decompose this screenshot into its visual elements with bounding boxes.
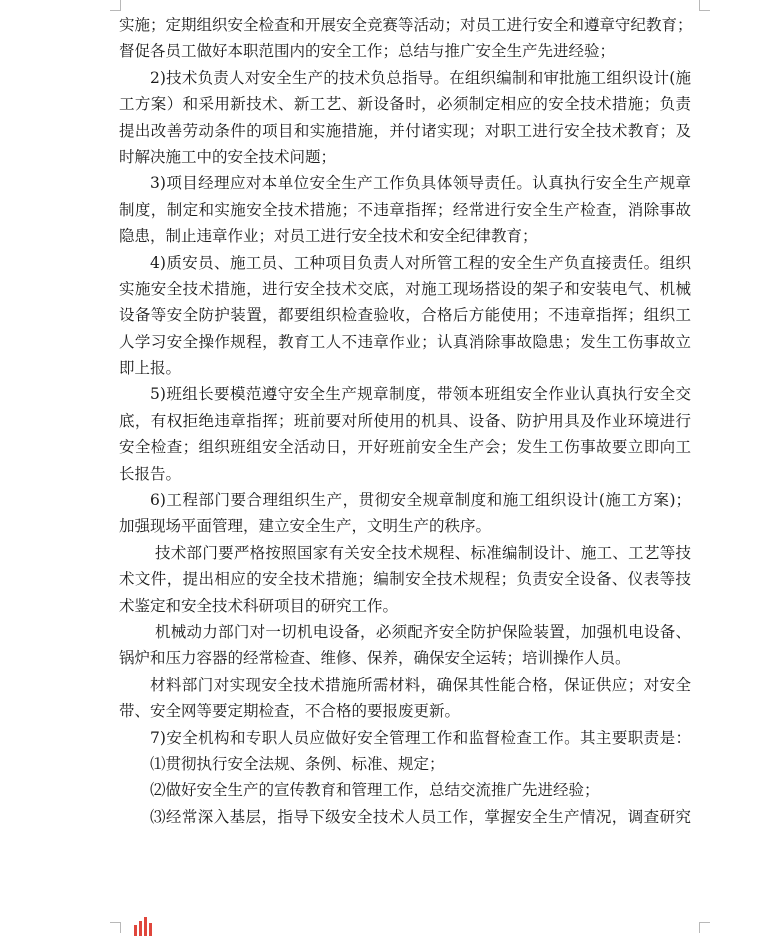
text-line: 即上报。 (119, 359, 182, 378)
text-line: ⑴贯彻执行安全法规、条例、标准、规定； (150, 754, 445, 773)
text-line: 制度，制定和实施安全技术措施；不违章指挥；经常进行安全生产检查，消除事故 (119, 200, 691, 219)
text-line: 安全检查；组织班组安全活动日，开好班前安全生产会；发生工伤事故要立即向工 (119, 438, 691, 457)
text-line: ⑵做好安全生产的宣传教育和管理工作，总结交流推广先进经验； (150, 781, 600, 800)
text-line: 2)技术负责人对安全生产的技术负总指导。在组织编制和审批施工组织设计(施 (150, 68, 691, 87)
text-line: 长报告。 (119, 464, 182, 483)
text-line: 隐患，制止违章作业；对员工进行安全技术和安全纪律教育； (119, 227, 538, 246)
text-line: 加强现场平面管理，建立安全生产，文明生产的秩序。 (119, 517, 492, 536)
text-line: 材料部门对实现安全技术措施所需材料，确保其性能合格，保证供应；对安全 (150, 675, 691, 694)
crop-mark-bottom-left (110, 922, 121, 933)
text-line: 督促各员工做好本职范围内的安全工作；总结与推广安全生产先进经验； (119, 42, 616, 61)
text-line: 3)项目经理应对本单位安全生产工作负具体领导责任。认真执行安全生产规章 (150, 174, 691, 193)
text-line: 技术部门要严格按照国家有关安全技术规程、标准编制设计、施工、工艺等技 (155, 543, 691, 562)
text-line: 术鉴定和安全技术科研项目的研究工作。 (119, 596, 399, 615)
text-line: 提出改善劳动条件的项目和实施措施，并付诸实现；对职工进行安全技术教育；及 (119, 121, 691, 140)
document-body (119, 12, 691, 830)
text-line: 机械动力部门对一切机电设备，必须配齐安全防护保险装置，加强机电设备、 (155, 622, 691, 641)
crop-mark-bottom-right (699, 922, 710, 933)
text-line: 设备等安全防护装置，都要组织检查验收，合格后方能使用；不违章指挥；组织工 (119, 306, 691, 325)
text-line: 6)工程部门要合理组织生产，贯彻安全规章制度和施工组织设计(施工方案)； (150, 491, 691, 510)
text-line: 时解决施工中的安全技术问题； (119, 147, 337, 166)
text-line: 实施；定期组织安全检查和开展安全竞赛等活动；对员工进行安全和遵章守纪教育； (119, 16, 693, 34)
text-line: 人学习安全操作规程，教育工人不违章作业；认真消除事故隐患；发生工伤事故立 (119, 332, 691, 351)
text-line: 4)质安员、施工员、工种项目负责人对所管工程的安全生产负直接责任。组织 (150, 253, 691, 272)
text-line: 实施安全技术措施，进行安全技术交底，对施工现场搭设的架子和安装电气、机械 (119, 279, 691, 298)
text-line: 带、安全网等要定期检查，不合格的要报废更新。 (119, 702, 461, 721)
text-line: 5)班组长要模范遵守安全生产规章制度，带领本班组安全作业认真执行安全交 (150, 385, 691, 404)
app-logo-icon (131, 916, 157, 936)
crop-mark-top-right (699, 0, 710, 11)
text-line: 术文件，提出相应的安全技术措施；编制安全技术规程；负责安全设备、仪表等技 (119, 570, 691, 589)
text-line: ⑶经常深入基层，指导下级安全技术人员工作，掌握安全生产情况，调查研究 (150, 807, 691, 826)
text-line: 锅炉和压力容器的经常检查、维修、保养，确保安全运转；培训操作人员。 (119, 649, 631, 668)
text-line: 7)安全机构和专职人员应做好安全管理工作和监督检查工作。其主要职责是： (150, 728, 691, 747)
text-line: 底，有权拒绝违章指挥；班前要对所使用的机具、设备、防护用具及作业环境进行 (119, 411, 691, 430)
crop-mark-top-left (110, 0, 121, 11)
text-line: 工方案）和采用新技术、新工艺、新设备时，必须制定相应的安全技术措施；负责 (119, 95, 691, 114)
